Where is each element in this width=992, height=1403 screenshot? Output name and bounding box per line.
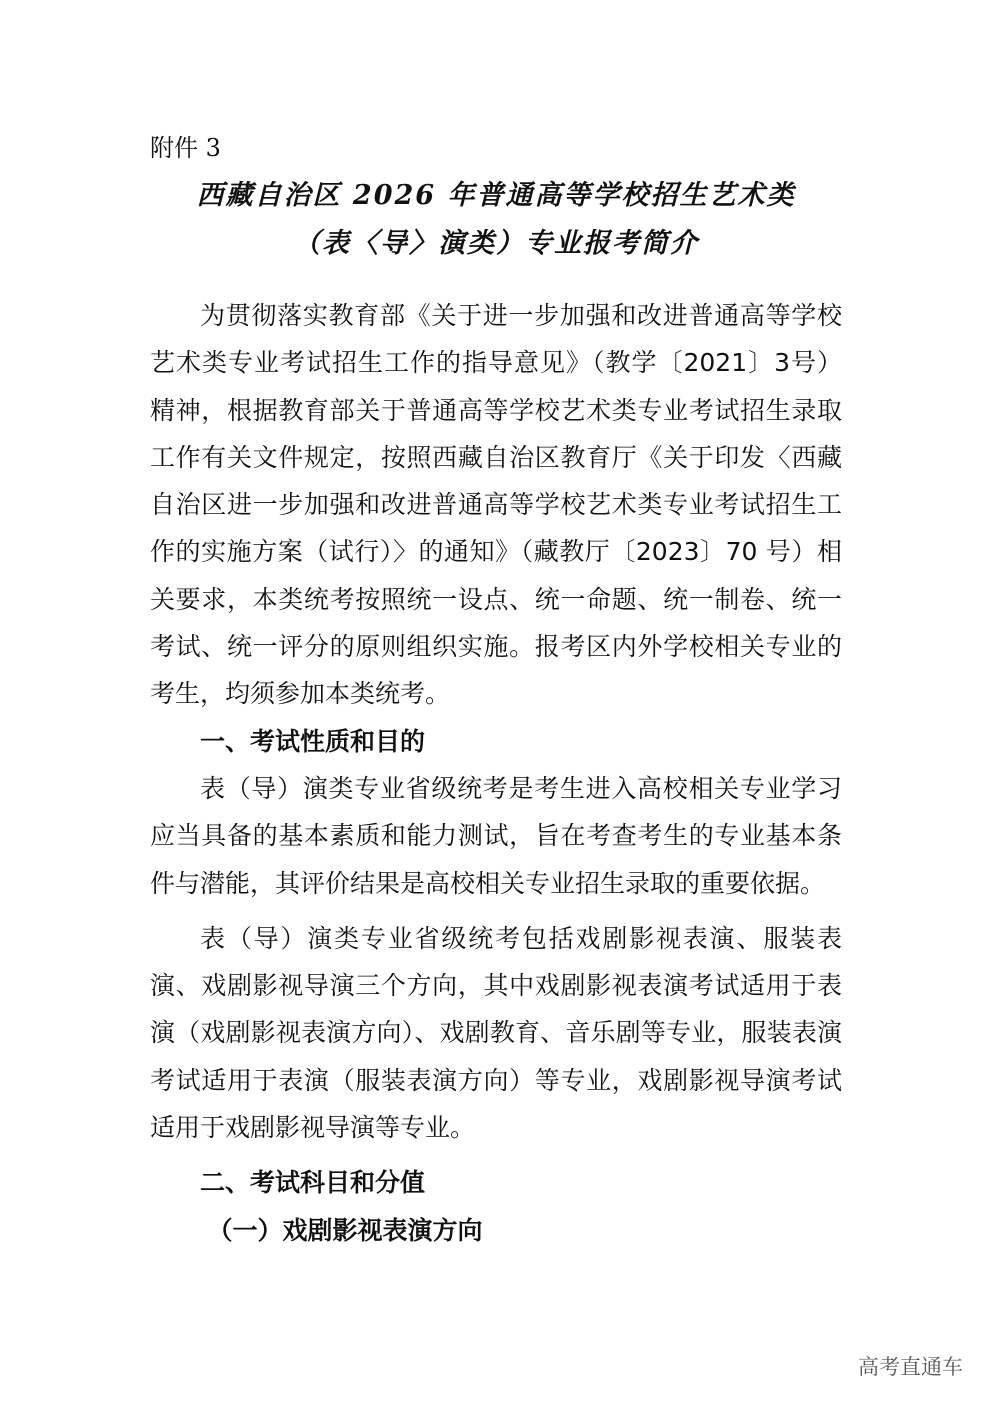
attachment-label: 附件 3 — [150, 134, 221, 162]
section2-heading: 二、考试科目和分值 — [200, 1168, 426, 1198]
section1-paragraph1: 表（导）演类专业省级统考是考生进入高校相关专业学习应当具备的基本素质和能力测试，旨在考查考生的专业基本条件与潜能，其评价结果是高校相关专业招生录取的重要依据。 — [150, 773, 842, 898]
intro-paragraph: 为贯彻落实教育部《关于进一步加强和改进普通高等学校艺术类专业考试招生工作的指导意见》（教学〔2021〕3号）精神，根据教育部关于普通高等学校艺术类专业考试招生录取工作有关文件规定，按照西藏自治区教育厅《关于印发〈西藏自治区进一步加强和改进普通高等学校艺术类专业考试招生工作的实施方案（试行）〉的通知》（藏教厅〔2023〕70 号）相关要求，本类统考按照统一设点、统一命题、统一制卷、统一考试、统一评分的原则组织实施。报考区内外学校相关专业的考生，均须参加本类统考。 — [150, 301, 842, 709]
subsection1-heading: （一）戏剧影视表演方向 — [207, 1215, 483, 1245]
section1-paragraph2: 表（导）演类专业省级统考包括戏剧影视表演、服装表演、戏剧影视导演三个方向，其中戏剧影视表演考试适用于表演（戏剧影视表演方向）、戏剧教育、音乐剧等专业，服装表演考试适用于表演（服装表演方向）等专业，戏剧影视导演考试适用于戏剧影视导演等专业。 — [150, 923, 842, 1143]
watermark-text: 高考直通车 — [858, 1355, 963, 1379]
document-body — [150, 292, 842, 1254]
document-title-line2: （表〈导〉演类）专业报考简介 — [293, 228, 699, 259]
document-title-line1: 西藏自治区 2026 年普通高等学校招生艺术类 — [196, 180, 796, 211]
section1-heading: 一、考试性质和目的 — [200, 726, 426, 756]
